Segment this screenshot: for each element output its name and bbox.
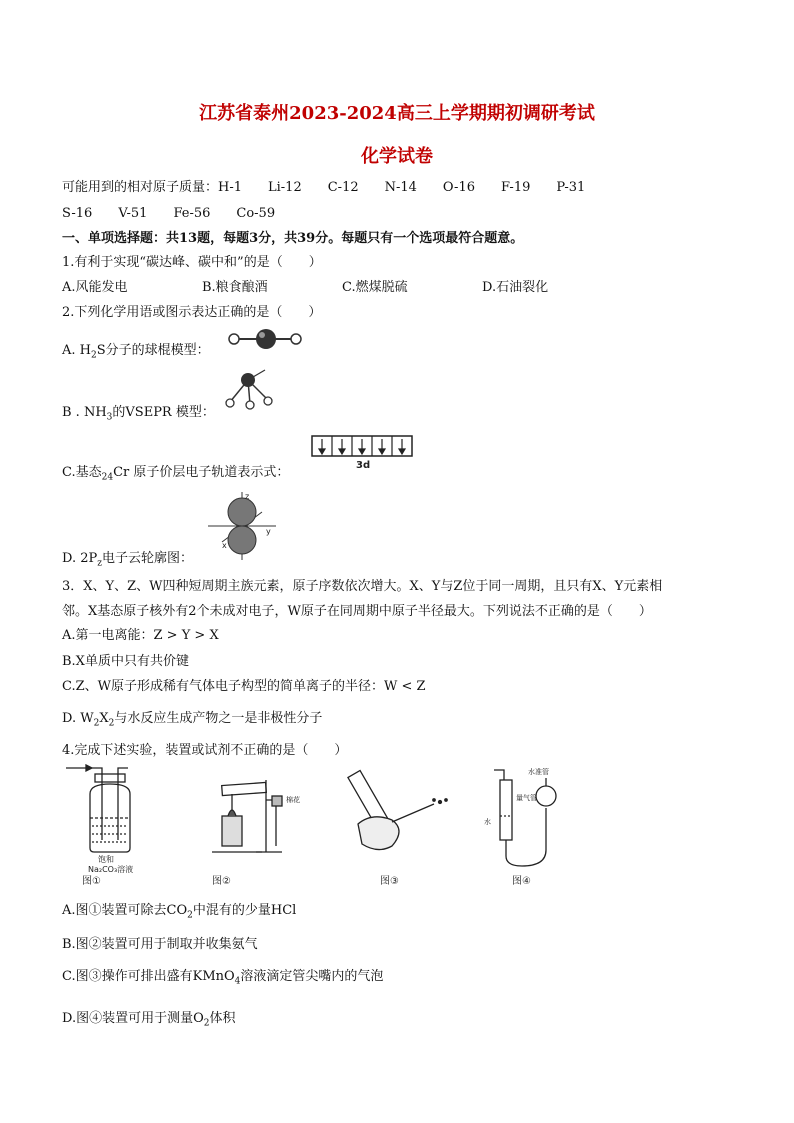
axis-z-label: z	[245, 492, 250, 501]
q4-stem: 4.完成下述实验，装置或试剂不正确的是（ ）	[62, 743, 348, 758]
q3-option-a: A.第一电离能：Z > Y > X	[62, 628, 219, 643]
q1-stem: 1.有利于实现“碳达峰、碳中和”的是（ ）	[62, 255, 322, 270]
fig4-label-tube: 量气管	[516, 794, 537, 802]
q3-stem-line1: 3．X、Y、Z、W四种短周期主族元素，原子序数依次增大。X、Y与Z位于同一周期，且只有X、Y元素相	[62, 579, 663, 594]
q1-option-d: D.石油裂化	[482, 280, 549, 295]
fig4-caption: 图④	[512, 876, 531, 886]
atomic-masses-line1: 可能用到的相对原子质量：H-1 Li-12 C-12 N-14 O-16 F-19 P-31	[62, 180, 586, 195]
fig1-gas-washing-bottle	[66, 765, 130, 852]
document-subtitle: 化学试卷	[361, 146, 433, 167]
cr-3d-orbital-diagram	[310, 434, 416, 472]
fig3-burette-operation	[348, 771, 447, 850]
q3-option-b: B.X单质中只有共价键	[62, 654, 189, 669]
2pz-electron-cloud	[204, 490, 280, 562]
fig1-caption: 图①	[82, 876, 101, 886]
h2s-ball-stick-model	[226, 326, 306, 352]
fig2-caption: 图②	[212, 876, 231, 886]
q4-option-a: A.图①装置可除去$CO_2$中混有的少量HCl	[62, 903, 297, 921]
axis-y-label: y	[266, 527, 271, 536]
nh3-vsepr-model	[220, 366, 280, 412]
fig2-label-cotton: 棉花	[286, 796, 300, 804]
q2-option-c: C.基态$_{24}$Cr 原子价层电子轨道表示式：	[62, 465, 290, 483]
q3-option-d: D. $W_2X_2$与水反应生成产物之一是非极性分子	[62, 711, 323, 729]
axis-x-label: x	[222, 541, 227, 550]
q3-option-c: C.Z、W原子形成稀有气体电子构型的简单离子的半径：W < Z	[62, 679, 426, 694]
q2-option-a: A. $H_2S$分子的球棍模型：	[62, 343, 210, 361]
fig4-gas-measuring-apparatus	[494, 770, 556, 866]
fig1-label-solution: Na₂CO₃溶液	[88, 865, 134, 874]
q2-stem: 2.下列化学用语或图示表达正确的是（ ）	[62, 305, 322, 320]
orbital-3d-label: 3d	[356, 460, 371, 471]
q1-option-a: A.风能发电	[62, 280, 128, 295]
atomic-masses-line2: S-16 V-51 Fe-56 Co-59	[62, 206, 276, 221]
document-title: 江苏省泰州2023-2024高三上学期期初调研考试	[199, 103, 595, 124]
q2-option-b: B . $NH_3$的VSEPR 模型：	[62, 405, 215, 423]
fig4-label-water: 水	[484, 818, 491, 826]
q4-apparatus-figures	[62, 760, 562, 886]
q2-option-d: D. $2P_z$电子云轮廓图：	[62, 551, 194, 569]
q4-option-c: C.图③操作可排出盛有KMnO$_4$溶液滴定管尖嘴内的气泡	[62, 969, 384, 987]
fig2-heating-apparatus	[212, 780, 282, 852]
q4-option-b: B.图②装置可用于制取并收集氨气	[62, 937, 258, 952]
q3-stem-line2: 邻。X基态原子核外有2个未成对电子，W原子在同周期中原子半径最大。下列说法不正确的是（ ）	[62, 604, 652, 619]
section-heading: 一、单项选择题：共13题，每题3分，共39分。每题只有一个选项最符合题意。	[62, 231, 524, 246]
fig1-label-saturated: 饱和	[98, 855, 114, 864]
fig3-caption: 图③	[380, 876, 399, 886]
fig4-label-level: 水准管	[528, 768, 549, 776]
q1-option-c: C.燃煤脱硫	[342, 280, 408, 295]
q1-option-b: B.粮食酿酒	[202, 280, 268, 295]
q4-option-d: D.图④装置可用于测量$O_2$体积	[62, 1011, 236, 1029]
